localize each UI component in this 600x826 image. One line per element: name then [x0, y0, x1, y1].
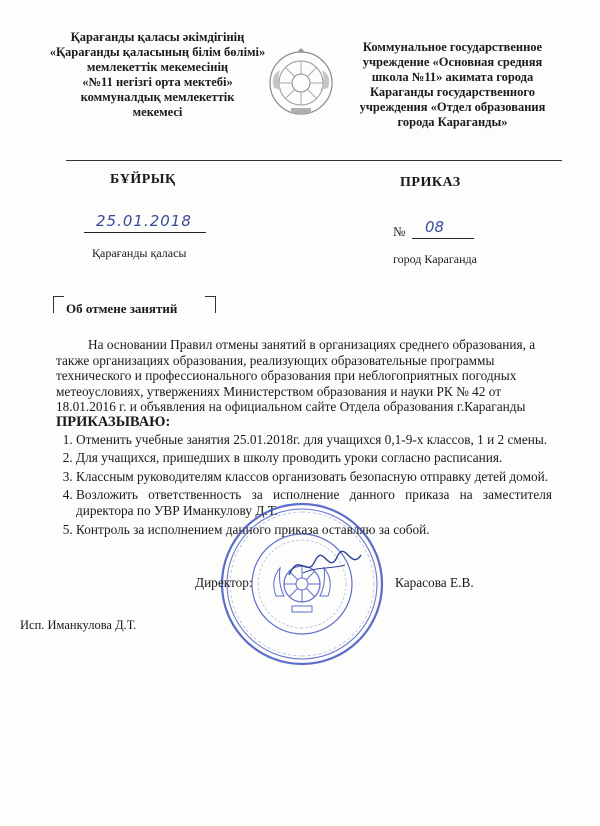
header-kz-line: мекемесі — [132, 105, 183, 119]
number-underline — [412, 238, 474, 239]
preamble: На основании Правил отмены занятий в организациях среднего образования, а также организациях образования, реализующих образовательные программы технического и профессионального образования при неблогоприятных погодных метеоусловиях, утвержениях Министерством образования и науки РК № 42 от 18.01.2016 г. и объявления на официальном сайте Отдела образования г.Караганды — [56, 337, 536, 415]
header-ru-line: учреждение «Основная средняя — [362, 55, 543, 69]
header-kz-line: «Қарағанды қаласының білім бөлімі» — [49, 45, 266, 59]
order-title-kz: БҰЙРЫҚ — [110, 172, 176, 187]
subject-bracket-right — [205, 296, 216, 313]
header-ru-line: учреждения «Отдел образования — [359, 100, 546, 114]
order-number: 08 — [425, 218, 445, 236]
header-divider — [66, 160, 562, 161]
order-item: 5. Контроль за исполнением данного приказа оставляю за собой. — [76, 522, 552, 538]
city-kz: Қарағанды қаласы — [92, 246, 187, 260]
header-kz — [40, 30, 275, 120]
director-signature — [285, 545, 365, 585]
order-item: 4. Возложить ответственность за исполнение данного приказа на заместителя директора по УВР Иманкулову Д.Т. — [76, 487, 552, 518]
header-ru-line: города Караганды» — [397, 115, 508, 129]
header-ru-line: Коммунальное государственное — [362, 40, 543, 54]
signature-role: Директор: — [195, 575, 253, 590]
header-ru — [345, 40, 560, 130]
header-kz-line: Қарағанды қаласы әкімдігінің — [70, 30, 245, 44]
order-item: 1. Отменить учебные занятия 25.01.2018г. для учащихся 0,1-9-х классов, 1 и 2 смены. — [76, 432, 552, 448]
order-title-ru: ПРИКАЗ — [400, 175, 461, 190]
header-kz-line: мемлекеттік мекемесінің — [86, 60, 229, 74]
date-underline — [84, 232, 206, 233]
order-date: 25.01.2018 — [96, 212, 192, 230]
header-kz-line: «№11 негізгі орта мектебі» — [82, 75, 233, 89]
city-ru: город Караганда — [393, 252, 477, 266]
order-subject: Об отмене занятий — [66, 301, 178, 316]
executor: Исп. Иманкулова Д.Т. — [20, 618, 137, 632]
kazakhstan-state-emblem-icon — [266, 48, 336, 118]
order-item: 2. Для учащихся, пришедших в школу проводить уроки согласно расписания. — [76, 450, 552, 466]
subject-bracket-left — [53, 296, 64, 313]
orders-heading: ПРИКАЗЫВАЮ: — [56, 413, 171, 430]
header-kz-line: коммуналдық мемлекеттік — [80, 90, 235, 104]
order-item: 3. Классным руководителям классов организовать безопасную отправку детей домой. — [76, 469, 552, 485]
number-sign: № — [393, 224, 406, 239]
header-ru-line: Караганды государственного — [370, 85, 535, 99]
header-ru-line: школа №11» акимата города — [371, 70, 534, 84]
signature-name: Карасова Е.В. — [395, 575, 474, 590]
